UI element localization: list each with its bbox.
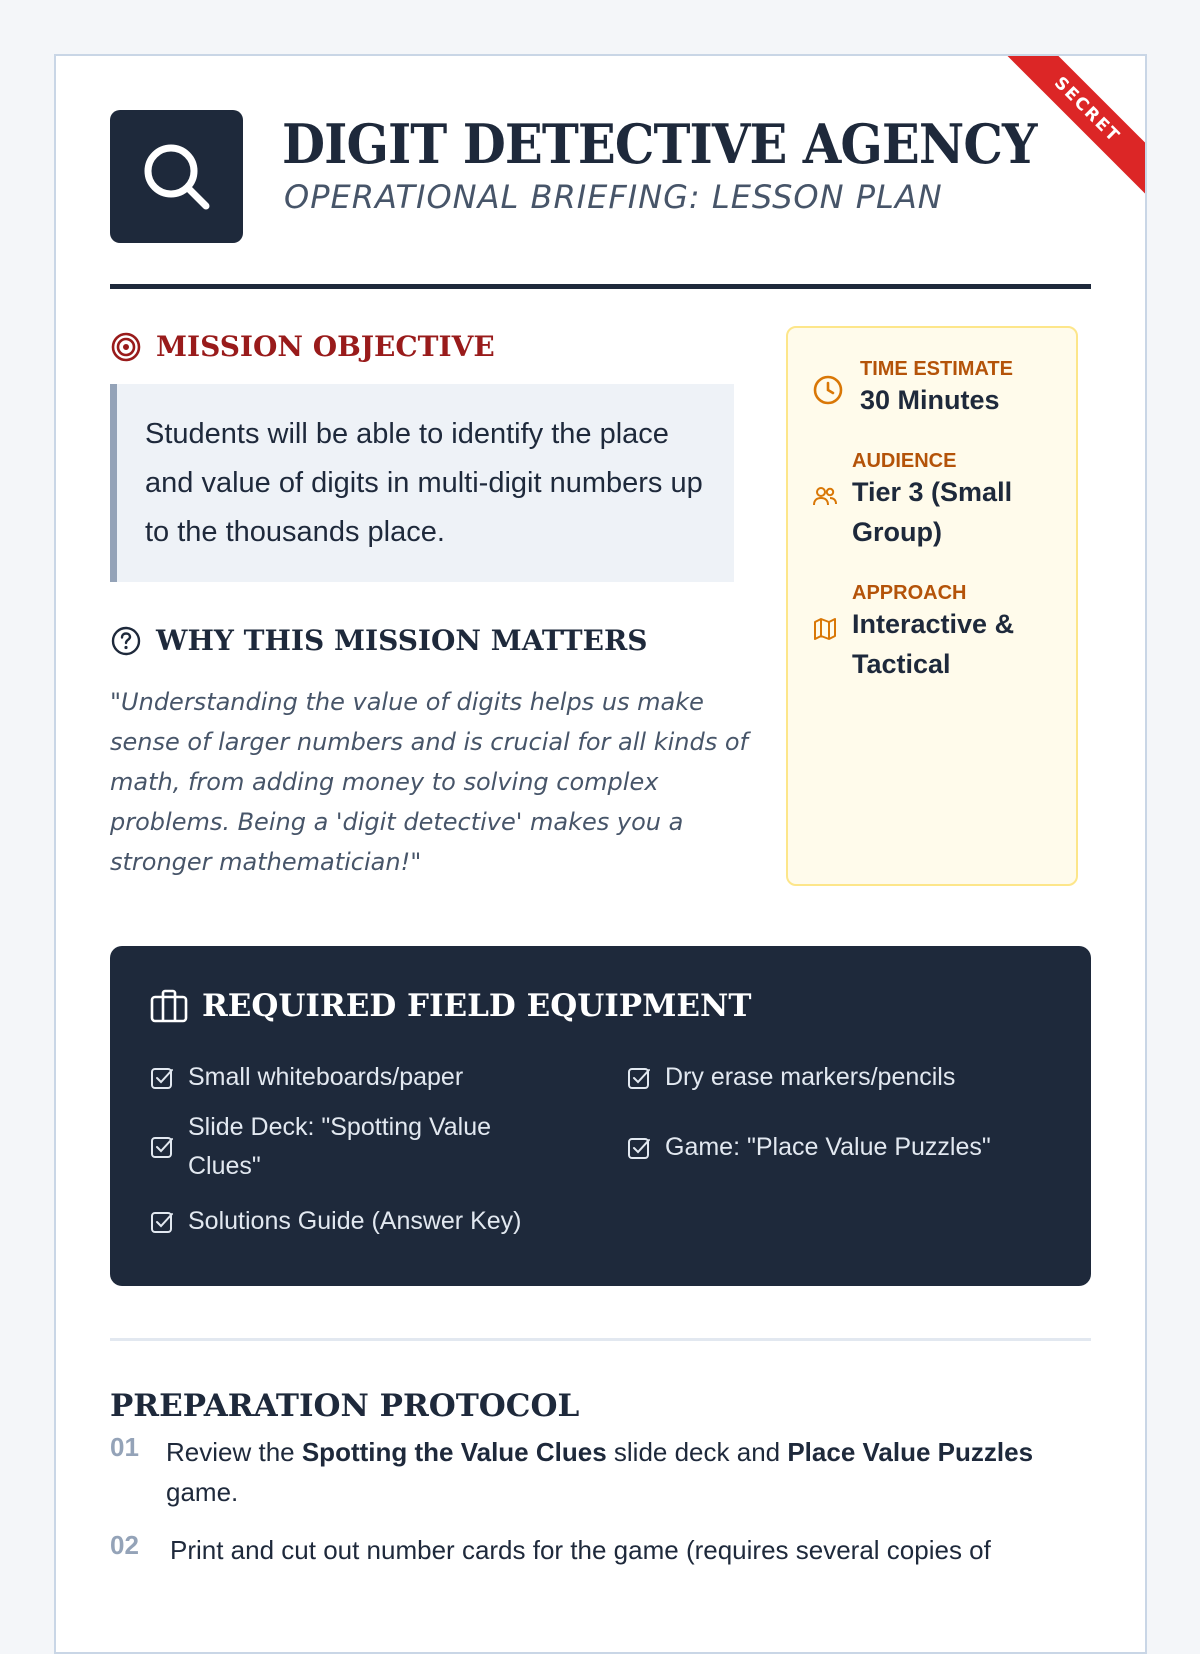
search-icon: [140, 140, 213, 213]
equipment-item: [627, 1128, 1067, 1167]
preparation-step-text-part: slide deck and: [606, 1437, 788, 1467]
mission-objective-text: Students will be able to identify the place and value of digits in multi-digit numbers up to the thousands place.: [110, 384, 734, 582]
mission-rationale-quote: "Understanding the value of digits helps us make sense of larger numbers and is crucial for all kinds of math, from adding money to solving complex problems. Being a 'digit detective' makes you a stronger mathematician!": [110, 688, 748, 876]
checkbox-checked-icon: [627, 1136, 651, 1160]
lesson-plan-card: [54, 54, 1147, 1654]
mission-objective-heading: [110, 330, 495, 363]
equipment-item-label: Solutions Guide (Answer Key): [188, 1207, 522, 1235]
preparation-step-number: 02: [110, 1530, 139, 1560]
preparation-step-number: 01: [110, 1432, 139, 1462]
checkbox-checked-icon: [150, 1210, 174, 1234]
checkbox-checked-icon: [627, 1066, 651, 1090]
game-name: Place Value Puzzles: [787, 1437, 1034, 1467]
page-title: DIGIT DETECTIVE AGENCY: [282, 112, 1037, 176]
preparation-step-text: [166, 1432, 1091, 1512]
time-estimate-value: 30 Minutes: [860, 385, 1000, 415]
approach-label: APPROACH: [852, 582, 967, 604]
equipment-item-label: Game: "Place Value Puzzles": [665, 1133, 991, 1161]
audience-item: [812, 450, 1062, 560]
audience-label: AUDIENCE: [852, 450, 957, 472]
page-subtitle: OPERATIONAL BRIEFING: LESSON PLAN: [284, 178, 943, 216]
secret-ribbon-label: SECRET: [995, 56, 1145, 206]
why-mission-matters-heading: [110, 624, 647, 657]
preparation-step-text: Print and cut out number cards for the game (requires several copies of: [170, 1535, 991, 1565]
checkbox-checked-icon: [150, 1135, 174, 1159]
agency-logo: [110, 110, 243, 243]
users-icon: [812, 484, 838, 515]
slide-deck-name: Spotting the Value Clues: [301, 1437, 607, 1467]
preparation-protocol-heading: PREPARATION PROTOCOL: [110, 1388, 580, 1424]
equipment-item-label: Small whiteboards/paper: [188, 1063, 464, 1091]
lesson-info-panel: [786, 326, 1078, 886]
briefcase-icon: [150, 989, 188, 1023]
audience-value: Tier 3 (Small Group): [852, 477, 1013, 547]
required-equipment-heading: [150, 988, 751, 1024]
clock-icon: [812, 374, 844, 411]
equipment-item: [150, 1058, 590, 1097]
header-divider: [110, 284, 1091, 289]
approach-item: [812, 582, 1062, 692]
mission-objective-heading-text: MISSION OBJECTIVE: [156, 330, 495, 363]
question-circle-icon: [110, 625, 142, 657]
required-equipment-heading-text: REQUIRED FIELD EQUIPMENT: [202, 988, 752, 1024]
target-icon: [110, 331, 142, 363]
time-estimate-item: [812, 358, 1062, 428]
approach-value: Interactive & Tactical: [852, 609, 1015, 679]
map-icon: [812, 616, 838, 647]
equipment-item: [627, 1058, 1067, 1097]
time-estimate-label: TIME ESTIMATE: [860, 358, 1013, 380]
equipment-item: [150, 1108, 570, 1186]
equipment-item: [150, 1202, 610, 1241]
equipment-item-label: Slide Deck: "Spotting Value Clues": [188, 1113, 492, 1180]
preparation-step-text-part: Review the: [166, 1437, 302, 1467]
preparation-step: [110, 1530, 1091, 1620]
preparation-step-text-part: game.: [166, 1477, 239, 1507]
checkbox-checked-icon: [150, 1066, 174, 1090]
preparation-step: [110, 1432, 1091, 1522]
required-equipment-panel: [110, 946, 1091, 1286]
why-mission-matters-heading-text: WHY THIS MISSION MATTERS: [156, 624, 648, 657]
section-divider: [110, 1338, 1091, 1341]
equipment-item-label: Dry erase markers/pencils: [665, 1063, 956, 1091]
